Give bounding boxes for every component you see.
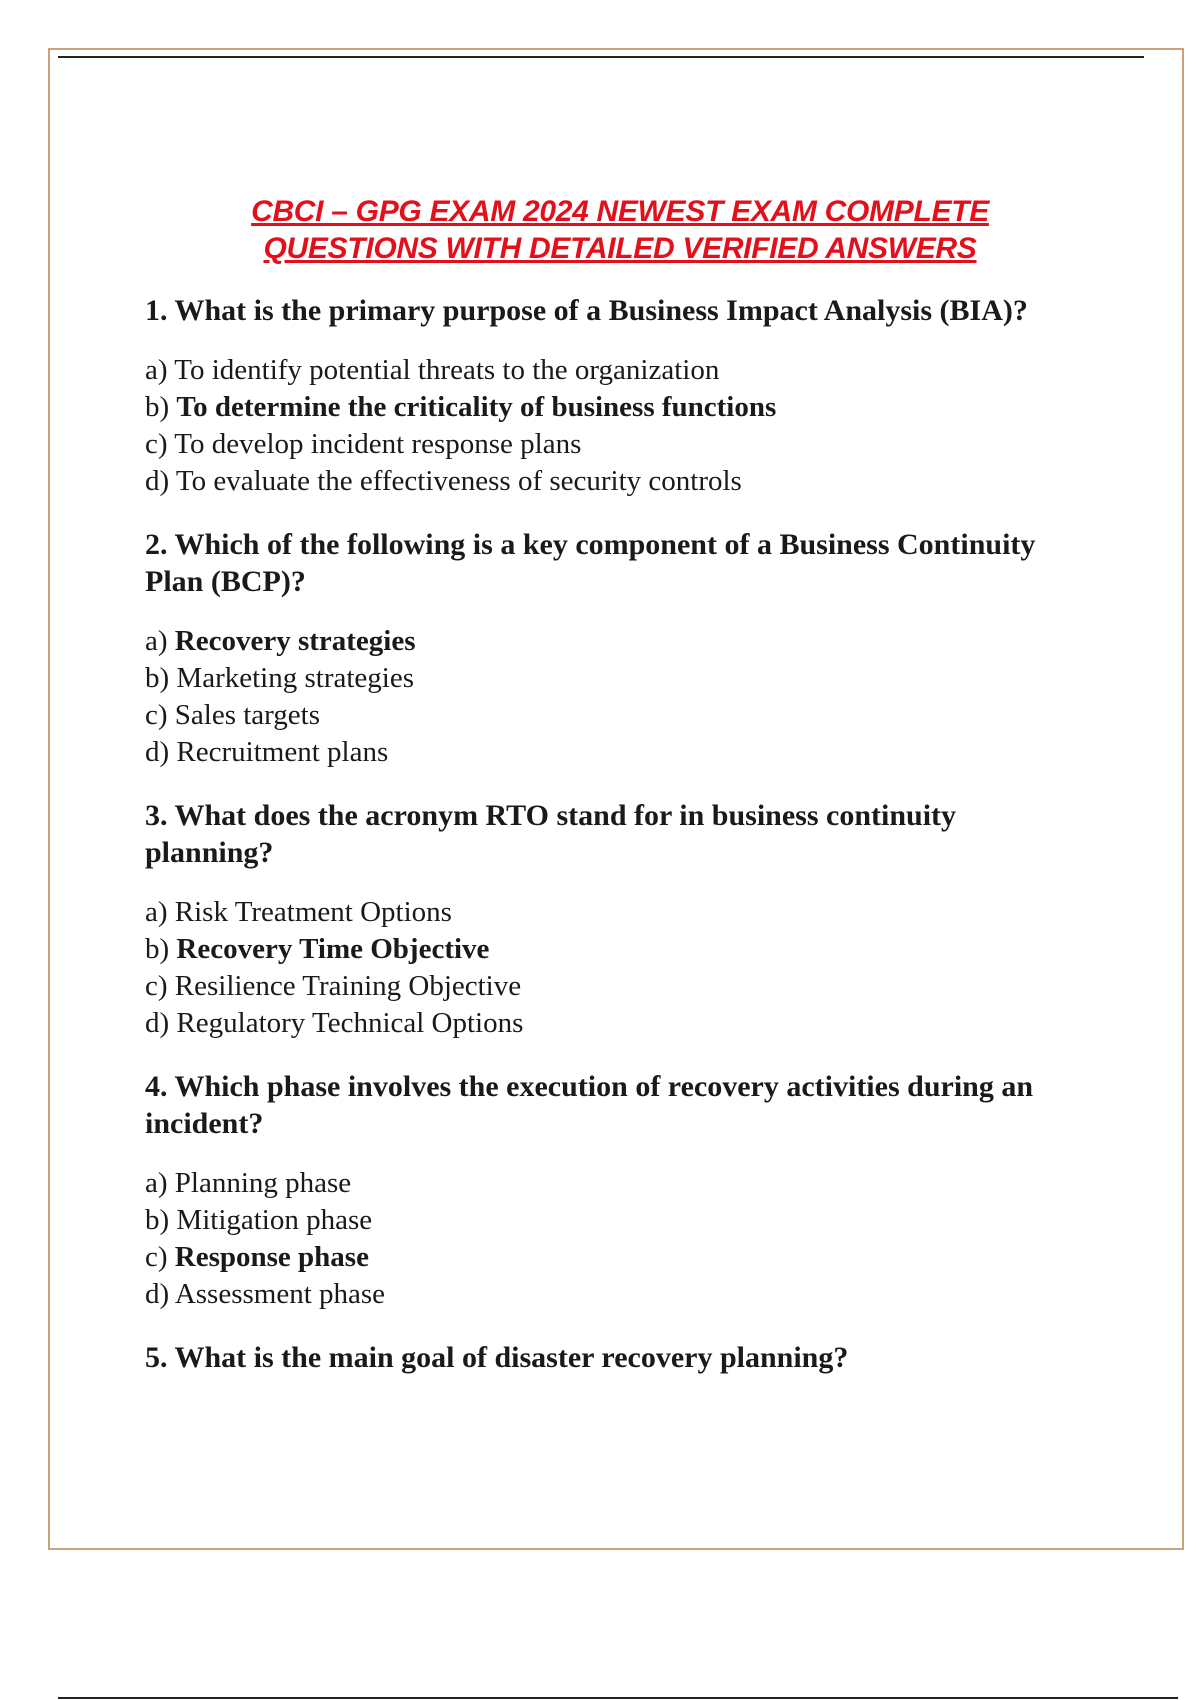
option-text: To identify potential threats to the organization bbox=[174, 354, 720, 386]
correct-answer-text: Response phase bbox=[174, 1241, 369, 1273]
answer-option bbox=[145, 1165, 1075, 1202]
answer-option bbox=[145, 894, 1075, 931]
correct-answer-text: Recovery strategies bbox=[174, 625, 416, 657]
option-letter: c) bbox=[145, 970, 168, 1002]
document-title bbox=[230, 193, 1010, 267]
answer-option bbox=[145, 352, 1075, 389]
option-letter: a) bbox=[145, 625, 168, 657]
option-letter: a) bbox=[145, 354, 168, 386]
answer-option bbox=[145, 623, 1075, 660]
option-text: Sales targets bbox=[174, 699, 321, 731]
bottom-rule bbox=[58, 1697, 1178, 1699]
question-text: 5. What is the main goal of disaster recovery planning? bbox=[145, 1341, 849, 1374]
option-letter: b) bbox=[145, 1204, 170, 1236]
option-text: Regulatory Technical Options bbox=[176, 1007, 524, 1039]
answer-option bbox=[145, 1202, 1075, 1239]
option-text: Risk Treatment Options bbox=[174, 896, 452, 928]
answer-options bbox=[145, 352, 1075, 500]
question-block bbox=[145, 1339, 1075, 1376]
option-text: Marketing strategies bbox=[176, 662, 414, 694]
option-letter: b) bbox=[145, 662, 170, 694]
question-text: 4. Which phase involves the execution of recovery activities during an incident? bbox=[145, 1070, 1034, 1140]
option-letter: d) bbox=[145, 1278, 170, 1310]
answer-option bbox=[145, 931, 1075, 968]
question-block bbox=[145, 292, 1075, 500]
answer-option bbox=[145, 697, 1075, 734]
answer-options bbox=[145, 894, 1075, 1042]
option-letter: d) bbox=[145, 736, 170, 768]
option-letter: c) bbox=[145, 428, 168, 460]
answer-option bbox=[145, 968, 1075, 1005]
correct-answer-text: To determine the criticality of business functions bbox=[176, 391, 777, 423]
option-letter: b) bbox=[145, 933, 170, 965]
answer-options bbox=[145, 623, 1075, 771]
option-letter: d) bbox=[145, 465, 170, 497]
question-text: 1. What is the primary purpose of a Business Impact Analysis (BIA)? bbox=[145, 294, 1028, 327]
option-letter: b) bbox=[145, 391, 170, 423]
option-text: Assessment phase bbox=[174, 1278, 386, 1310]
answer-option bbox=[145, 734, 1075, 771]
answer-option bbox=[145, 660, 1075, 697]
answer-option bbox=[145, 389, 1075, 426]
option-text: To develop incident response plans bbox=[174, 428, 582, 460]
answer-option bbox=[145, 1239, 1075, 1276]
option-letter: c) bbox=[145, 699, 168, 731]
question-block bbox=[145, 1068, 1075, 1313]
question-block bbox=[145, 797, 1075, 1042]
answer-options bbox=[145, 1165, 1075, 1313]
option-letter: d) bbox=[145, 1007, 170, 1039]
option-text: To evaluate the effectiveness of security controls bbox=[175, 465, 742, 497]
option-text: Resilience Training Objective bbox=[174, 970, 522, 1002]
answer-option bbox=[145, 1005, 1075, 1042]
option-text: Recruitment plans bbox=[176, 736, 389, 768]
answer-option bbox=[145, 463, 1075, 500]
title-line-1: CBCI – GPG EXAM 2024 NEWEST EXAM COMPLETE bbox=[251, 195, 989, 228]
option-text: Planning phase bbox=[174, 1167, 352, 1199]
question-block bbox=[145, 526, 1075, 771]
correct-answer-text: Recovery Time Objective bbox=[176, 933, 490, 965]
answer-option bbox=[145, 1276, 1075, 1313]
title-line-2: QUESTIONS WITH DETAILED VERIFIED ANSWERS bbox=[263, 232, 977, 265]
option-letter: a) bbox=[145, 896, 168, 928]
answer-option bbox=[145, 426, 1075, 463]
option-letter: a) bbox=[145, 1167, 168, 1199]
option-letter: c) bbox=[145, 1241, 168, 1273]
option-text: Mitigation phase bbox=[176, 1204, 373, 1236]
question-text: 2. Which of the following is a key component of a Business Continuity Plan (BCP)? bbox=[145, 528, 1036, 598]
question-text: 3. What does the acronym RTO stand for in business continuity planning? bbox=[145, 799, 957, 869]
top-rule bbox=[58, 56, 1144, 58]
question-list bbox=[145, 292, 1075, 1399]
